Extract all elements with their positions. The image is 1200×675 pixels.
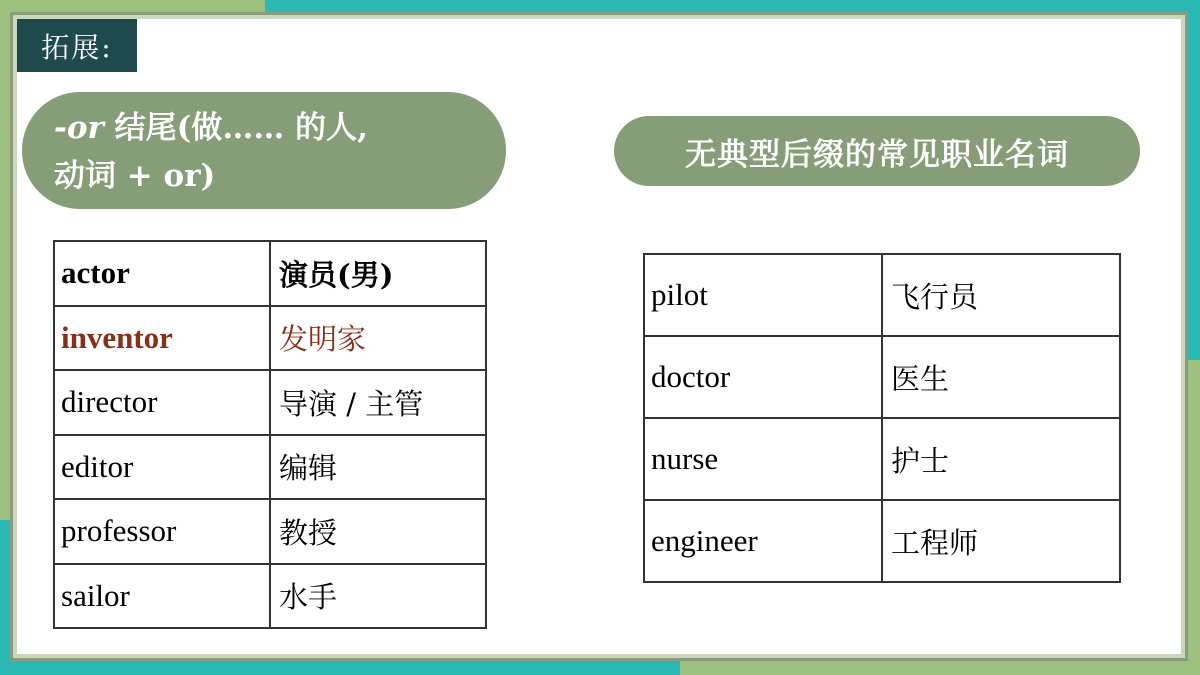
- table-row: [54, 435, 486, 500]
- job-en: engineer: [644, 500, 882, 582]
- table-row: [54, 499, 486, 564]
- word-en: professor: [54, 499, 270, 564]
- decor-band-bottom: [0, 659, 680, 675]
- word-en: inventor: [54, 306, 270, 371]
- table-row: [54, 241, 486, 306]
- or-words-table: [53, 240, 487, 629]
- common-jobs-table: [643, 253, 1121, 583]
- word-zh: 发明家: [270, 306, 486, 371]
- job-zh: 医生: [882, 336, 1120, 418]
- job-zh: 工程师: [882, 500, 1120, 582]
- table-row-highlighted: [54, 306, 486, 371]
- table-row: [644, 500, 1120, 582]
- word-zh: 导演 / 主管: [270, 370, 486, 435]
- table-row: [644, 254, 1120, 336]
- section-tag: 拓展:: [17, 19, 137, 72]
- common-jobs-heading: 无典型后缀的常见职业名词: [614, 116, 1140, 186]
- job-en: pilot: [644, 254, 882, 336]
- job-en: nurse: [644, 418, 882, 500]
- table-row: [644, 336, 1120, 418]
- word-zh: 教授: [270, 499, 486, 564]
- word-zh: 演员(男): [270, 241, 486, 306]
- table-row: [54, 564, 486, 629]
- word-en: sailor: [54, 564, 270, 629]
- word-zh: 水手: [270, 564, 486, 629]
- heading-line1-rest: 结尾(做…… 的人,: [103, 110, 368, 146]
- suffix-text: -or: [54, 110, 104, 146]
- job-zh: 护士: [882, 418, 1120, 500]
- job-zh: 飞行员: [882, 254, 1120, 336]
- word-en: actor: [54, 241, 270, 306]
- table-row: [54, 370, 486, 435]
- job-en: doctor: [644, 336, 882, 418]
- word-en: editor: [54, 435, 270, 500]
- word-en: director: [54, 370, 270, 435]
- heading-line2: 动词 + or): [54, 158, 216, 194]
- decor-band-right: [1188, 0, 1200, 360]
- word-zh: 编辑: [270, 435, 486, 500]
- table-row: [644, 418, 1120, 500]
- or-suffix-heading: [22, 92, 506, 209]
